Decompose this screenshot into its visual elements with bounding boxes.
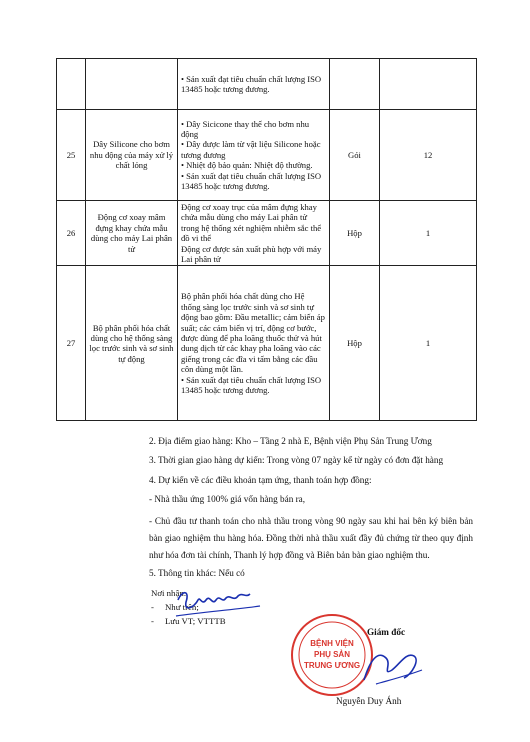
row-number-cell: 25 [57, 110, 86, 201]
spec-line: • Sản xuất đạt tiêu chuẩn chất lượng ISO 13485 hoặc tương đương. [181, 170, 322, 192]
recipient-item-label: Như trên; [164, 602, 199, 612]
unit-cell: Hộp [330, 201, 380, 266]
spec-line: • Dây được làm từ vật liệu Silicone hoặc tương đương [181, 139, 321, 160]
recipient-item: - Như trên; [151, 602, 199, 612]
quantity-cell: 1 [380, 266, 477, 421]
unit-cell: Hộp [330, 266, 380, 421]
row-number-cell: 26 [57, 201, 86, 266]
row-number-cell [57, 59, 86, 110]
director-signature [356, 640, 426, 690]
other-info: 5. Thông tin khác: Nếu có [149, 568, 245, 578]
recipient-item-label: Lưu VT; VTTTB [164, 616, 226, 626]
recipients-title: Nơi nhận: [151, 588, 187, 598]
spec-line: • Dây Sicicone thay thế cho bơm nhu động [181, 118, 310, 139]
stamp-text-line: TRUNG ƯƠNG [303, 661, 361, 670]
initials-signature [172, 586, 264, 620]
item-spec-cell [178, 266, 330, 421]
items-table [56, 58, 477, 421]
delivery-time: 3. Thời gian giao hàng dự kiến: Trong vòng 07 ngày kể từ ngày có đơn đặt hàng [149, 455, 444, 465]
item-name-cell: Dây Silicone cho bơm nhu động của máy xử lý chất lỏng [86, 110, 178, 201]
recipient-item: - Lưu VT; VTTTB [151, 616, 226, 626]
signer-name: Nguyễn Duy Ánh [336, 696, 402, 706]
spec-line: • Sản xuất đạt tiêu chuẩn chất lượng ISO 13485 hoặc tương đương. [181, 73, 322, 94]
item-name-cell: Động cơ xoay mâm đựng khay chứa mẫu dùng cho máy Lai phân tử [86, 201, 178, 266]
advance-payment: - Nhà thầu ứng 100% giá vốn hàng bán ra, [149, 494, 306, 504]
item-name-cell [86, 59, 178, 110]
quantity-cell [380, 59, 477, 110]
spec-line: Động cơ được sản xuất phù hợp với máy Lai phân tử [181, 243, 322, 265]
item-spec-cell [178, 201, 330, 266]
delivery-location: 2. Địa điểm giao hàng: Kho – Tầng 2 nhà E, Bệnh viện Phụ Sản Trung Ương [149, 436, 432, 446]
unit-cell [330, 59, 380, 110]
unit-cell: Gói [330, 110, 380, 201]
spec-line: • Sản xuất đạt tiêu chuẩn chất lượng ISO 13485 hoặc tương đương. [181, 374, 322, 396]
signer-title: Giám đốc [367, 627, 406, 637]
payment-clause: - Chủ đầu tư thanh toán cho nhà thầu trong vòng 90 ngày sau khi hai bên ký biên bản bàn giao nghiệm thu hàng hóa. Đồng thời nhà thầu xuất đầy đủ chứng từ theo quy định như hóa đơn tài chính, Thanh lý hợp đồng và Biên bản bàn giao nghiệm thu. [149, 516, 473, 560]
table-row [57, 266, 477, 421]
table-row [57, 59, 477, 110]
item-name-cell: Bộ phân phối hóa chất dùng cho hệ thống sàng lọc trước sinh và sơ sinh tự động [86, 266, 178, 421]
payment-terms-heading: 4. Dự kiến về các điều khoản tạm ứng, thanh toán hợp đồng: [149, 475, 372, 485]
quantity-cell: 1 [380, 201, 477, 266]
row-number-cell: 27 [57, 266, 86, 421]
item-spec-cell [178, 59, 330, 110]
spec-line: • Nhiệt độ bảo quản: Nhiệt độ thường. [181, 160, 313, 171]
table-row [57, 201, 477, 266]
spec-line: Động cơ xoay trục của mâm đựng khay chứa mẫu dùng cho máy Lai phân tử trong hệ thống xét nghiệm nhiễm sắc thể đồ vi thể [181, 202, 322, 244]
item-spec-cell [178, 110, 330, 201]
quantity-cell: 12 [380, 110, 477, 201]
spec-line: Bộ phân phối hóa chất dùng cho Hệ thống sàng lọc trước sinh và sơ sinh tự động bao gồm: Đầu metallic; cảm biến áp suất; các cảm biến vị trí, động cơ bước, được dùng để pha loãng thuốc thử và hút dung dịch từ các khay pha loãng vào các giếng trong các đĩa vi tấm bằng các đầu côn dùng một lần. [181, 291, 325, 375]
stamp-text-line: PHỤ SẢN [313, 650, 351, 659]
table-row [57, 110, 477, 201]
stamp-text-line: BỆNH VIỆN [310, 639, 354, 648]
